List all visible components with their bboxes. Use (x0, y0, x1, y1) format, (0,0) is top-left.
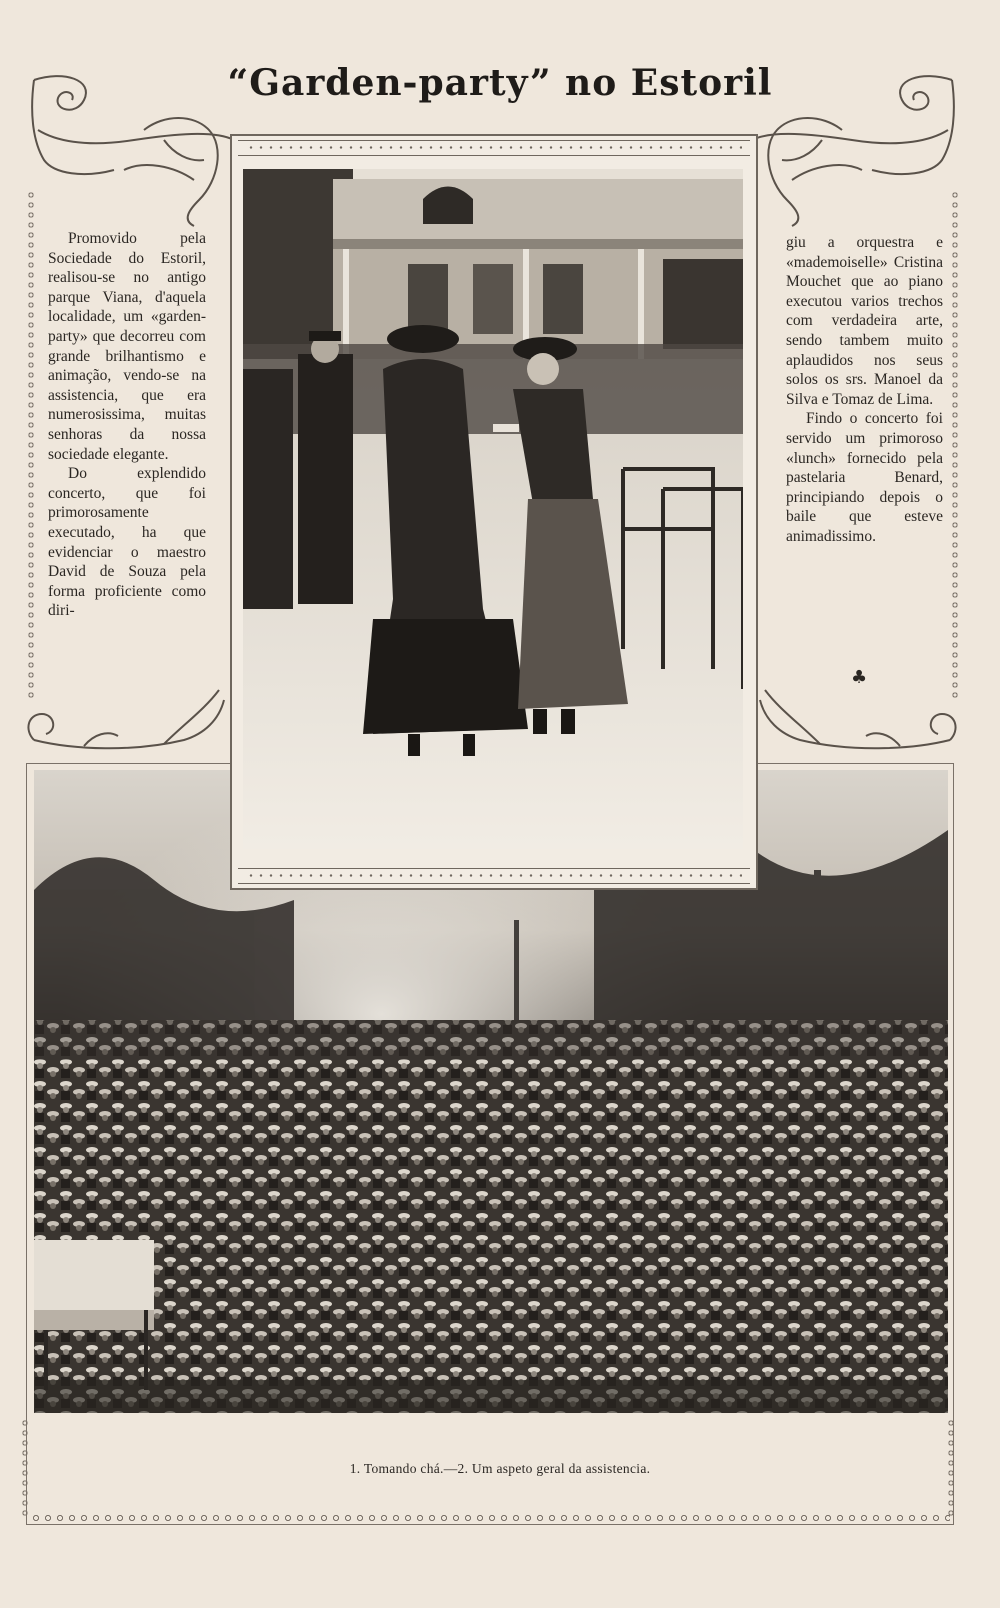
frame-dots (246, 874, 742, 877)
photo-tomando-cha (243, 169, 743, 849)
page-title: “Garden-party” no Estoril (227, 62, 773, 104)
frame-dotted-rule (238, 140, 750, 156)
bottom-dotted-border (30, 1514, 950, 1522)
club-end-mark: ♣ (851, 667, 868, 688)
scroll-ornament-top-left (24, 70, 244, 230)
lower-left-dotted-border (22, 1418, 28, 1518)
left-dotted-border (28, 190, 34, 700)
article-paragraph: Findo o concerto foi servido um primoroso «lunch» fornecido pela pastelaria Benard, principiando depois o baile que esteve animadissimo. (786, 410, 943, 545)
article-paragraph: Do explendido concerto, que foi primorosamente executado, ha que evidenciar o maestro David de Souza pela forma proficiente como diri- (48, 465, 206, 620)
scroll-ornament-bottom-right (750, 680, 970, 760)
article-column-right (786, 233, 943, 547)
frame-dots (246, 146, 742, 149)
article-paragraph: Promovido pela Sociedade do Estoril, realisou-se no antigo parque Viana, d'aquela localidade, um «garden-party» que decorreu com grande brilhantismo e animação, vendo-se na assistencia, que era numerosissima, muitas senhoras da nossa sociedade elegante. (48, 230, 206, 463)
scroll-ornament-top-right (742, 70, 962, 230)
article-paragraph: giu a orquestra e «mademoiselle» Cristina Mouchet que ao piano executou varios trechos com verdadeira arte, sendo tambem muito aplaudidos nos seus solos os srs. Manoel da Silva e Tomaz de Lima. (786, 234, 943, 408)
photo-caption: 1. Tomando chá.—2. Um aspeto geral da assistencia. (349, 1461, 651, 1476)
lower-right-dotted-border (948, 1418, 954, 1518)
frame-dotted-rule (238, 868, 750, 884)
article-column-left (48, 229, 206, 621)
scroll-ornament-bottom-left (14, 680, 234, 760)
right-dotted-border (952, 190, 958, 700)
